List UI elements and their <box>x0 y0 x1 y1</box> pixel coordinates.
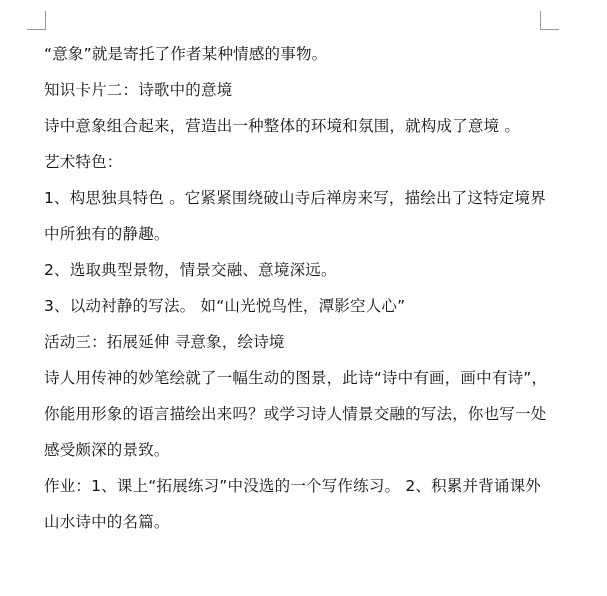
paragraph-feature-3: 3、以动衬静的写法。 如“山光悦鸟性，潭影空人心” <box>44 297 406 315</box>
paragraph-activity-description: 诗人用传神的妙笔绘就了一幅生动的图景，此诗“诗中有画，画中有诗”，你能用形象的语言描绘出来吗？或学习诗人情景交融的写法，你也写一处感受颇深的景致。 <box>44 369 548 459</box>
paragraph-artistic-features-heading: 艺术特色： <box>44 153 123 171</box>
margin-corner-top-right <box>540 11 559 30</box>
paragraph-yijing-definition: 诗中意象组合起来，营造出一种整体的环境和氛围，就构成了意境 。 <box>44 117 521 135</box>
paragraph-activity-three: 活动三：拓展延伸 寻意象，绘诗境 <box>44 333 285 351</box>
paragraph-feature-1: 1、构思独具特色 。它紧紧围绕破山寺后禅房来写，描绘出了这特定境界中所独有的静趣。 <box>44 189 546 243</box>
margin-corner-top-left <box>27 11 46 30</box>
paragraph-yixiang-definition: “意象”就是寄托了作者某种情感的事物。 <box>44 45 328 63</box>
paragraph-knowledge-card-two: 知识卡片二：诗歌中的意境 <box>44 81 233 99</box>
paragraph-feature-2: 2、选取典型景物，情景交融、意境深远。 <box>44 261 337 279</box>
paragraph-homework: 作业：1、课上“拓展练习”中没选的一个写作练习。 2、积累并背诵课外山水诗中的名篇。 <box>44 477 542 531</box>
document-body <box>44 36 554 540</box>
